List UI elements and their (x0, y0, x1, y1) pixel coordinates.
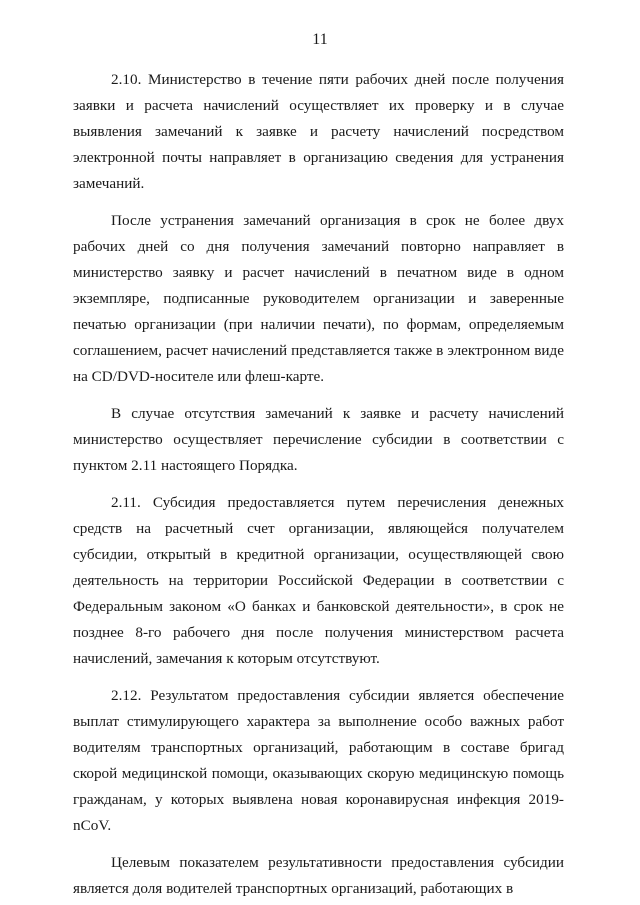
paragraph-target-indicator: Целевым показателем результативности предоставления субсидии является доля водителей транспортных организаций, работающих в (73, 854, 564, 897)
paragraph-2-11: 2.11. Субсидия предоставляется путем перечисления денежных средств на расчетный счет организации, являющейся получателем субсидии, открытый в кредитной организации, осуществляющей свою деятельность на территории Российской Федерации в соответствии с Федеральным законом «О банках и банковской деятельности», в срок не позднее 8-го рабочего дня после получения министерством расчета начислений, замечания к которым отсутствуют. (73, 494, 564, 667)
paragraph-after-corrections: После устранения замечаний организация в срок не более двух рабочих дней со дня получения замечаний повторно направляет в министерство заявку и расчет начислений в печатном виде в одном экземпляре, подписанные руководителем организации и заверенные печатью организации (при наличии печати), по формам, определяемым соглашением, расчет начислений представляется также в электронном виде на CD/DVD-носителе или флеш-карте. (73, 212, 564, 385)
paragraph-no-remarks: В случае отсутствия замечаний к заявке и расчету начислений министерство осуществляет перечисление субсидии в соответствии с пунктом 2.11 настоящего Порядка. (73, 405, 564, 474)
paragraph-2-12: 2.12. Результатом предоставления субсидии является обеспечение выплат стимулирующего характера за выполнение особо важных работ водителям транспортных организаций, работающим в составе бригад скорой медицинской помощи, оказывающих скорую медицинскую помощь гражданам, у которых выявлена новая коронавирусная инфекция 2019-nCoV. (73, 687, 564, 834)
paragraph-2-10: 2.10. Министерство в течение пяти рабочих дней после получения заявки и расчета начислений осуществляет их проверку и в случае выявления замечаний к заявке и расчету начислений посредством электронной почты направляет в организацию сведения для устранения замечаний. (73, 71, 564, 192)
document-body (73, 67, 564, 902)
page-number: 11 (312, 31, 328, 48)
